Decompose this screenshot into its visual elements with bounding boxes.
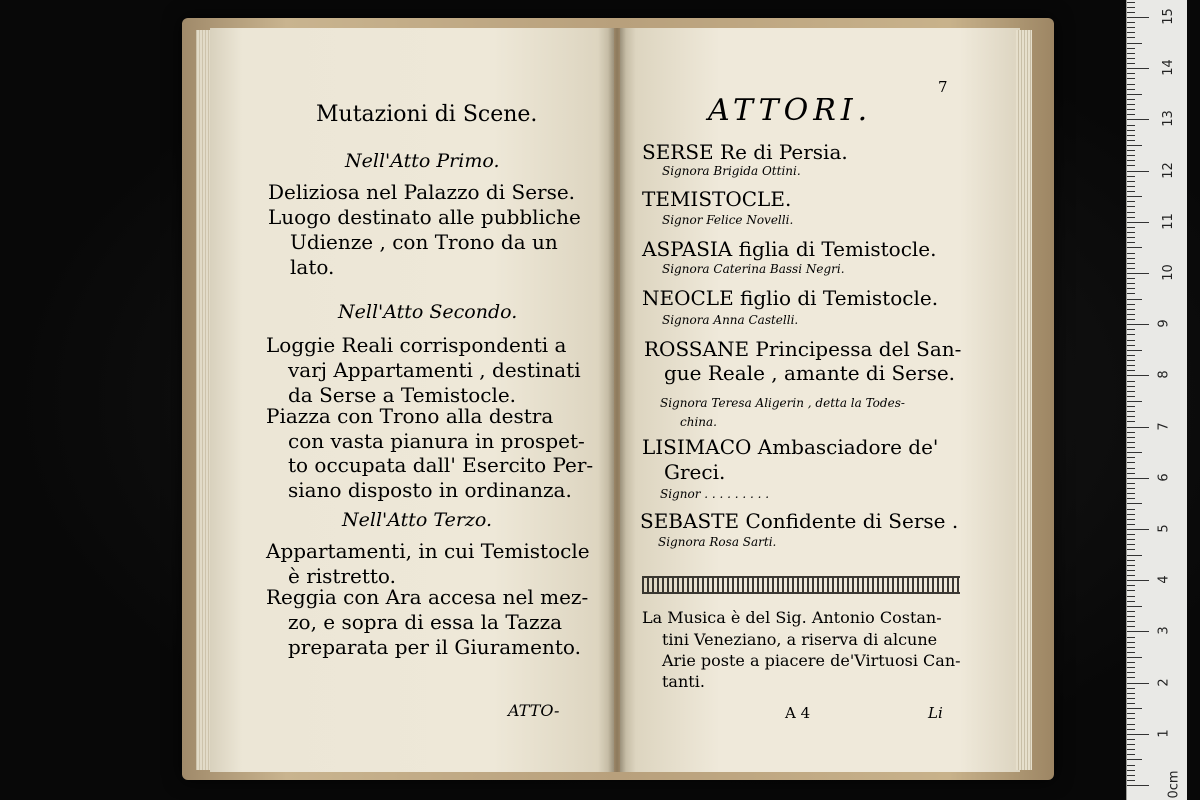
ruler-tick: [1127, 698, 1135, 699]
ruler-tick: [1127, 519, 1135, 520]
act1-line: Luogo destinato alle pubbliche: [268, 205, 581, 229]
ruler-tick: [1127, 125, 1135, 126]
ruler-tick: [1127, 565, 1135, 566]
act3-line: zo, e sopra di essa la Tazza: [288, 610, 563, 634]
ruler-tick: [1127, 48, 1135, 49]
book-gutter: [608, 28, 626, 772]
ruler-tick: [1127, 191, 1135, 192]
ruler-tick: [1127, 657, 1142, 658]
ruler-tick: [1127, 631, 1149, 632]
ruler-tick: [1127, 718, 1135, 719]
right-catchword: Li: [928, 704, 943, 722]
ruler-tick: [1127, 739, 1135, 740]
ruler-tick: [1127, 647, 1135, 648]
ruler-tick: [1127, 319, 1135, 320]
ruler-tick: [1127, 560, 1135, 561]
ruler-label: 6: [1156, 473, 1172, 482]
ruler-tick: [1127, 165, 1135, 166]
ruler-tick: [1127, 232, 1135, 233]
ruler-tick: [1127, 534, 1135, 535]
ruler-tick: [1127, 145, 1142, 146]
ruler-tick: [1127, 667, 1135, 668]
ruler-tick: [1127, 754, 1135, 755]
left-page-edges: [196, 30, 210, 770]
ruler-tick: [1127, 2, 1135, 3]
ruler-tick: [1127, 457, 1135, 458]
ruler-tick: [1127, 637, 1135, 638]
ruler-label: 3: [1156, 626, 1172, 636]
ruler-tick: [1127, 693, 1135, 694]
ruler-tick: [1127, 114, 1135, 115]
ruler-tick: [1127, 78, 1135, 79]
singer-name: Signor Felice Novelli.: [662, 213, 794, 227]
ruler-tick: [1127, 549, 1135, 550]
ruler-label: 13: [1160, 110, 1176, 128]
act3-line: Appartamenti, in cui Temistocle: [266, 539, 590, 563]
left-page-title: Mutazioni di Scene.: [316, 102, 538, 127]
ruler-tick: [1127, 729, 1135, 730]
ruler-tick: [1127, 32, 1135, 33]
ruler-tick: [1127, 396, 1135, 397]
ruler-label: 15: [1160, 8, 1176, 25]
ruler-tick: [1127, 544, 1135, 545]
ruler-tick: [1127, 416, 1135, 417]
ruler-tick: [1127, 708, 1142, 709]
ruler-label: 5: [1156, 524, 1172, 533]
ruler-tick: [1127, 293, 1135, 294]
ruler-tick: [1127, 406, 1135, 407]
ruler-tick: [1127, 570, 1135, 571]
ruler-tick: [1127, 68, 1149, 69]
ruler-tick: [1127, 713, 1135, 714]
ruler-tick: [1127, 539, 1135, 540]
ruler-tick: [1127, 304, 1135, 305]
ruler-label: 10: [1160, 264, 1176, 281]
ruler-tick: [1127, 109, 1135, 110]
ruler-tick: [1127, 104, 1135, 105]
ruler-tick: [1127, 212, 1135, 213]
ruler-tick: [1127, 596, 1135, 597]
ruler-tick: [1127, 498, 1135, 499]
ruler-tick: [1127, 247, 1142, 248]
ruler-tick: [1127, 360, 1135, 361]
act1-line: Deliziosa nel Palazzo di Serse.: [268, 180, 576, 204]
ruler-tick: [1127, 253, 1135, 254]
ruler-label: 4: [1156, 575, 1172, 584]
ruler-tick: [1127, 621, 1135, 622]
ruler-tick: [1127, 421, 1135, 422]
ruler-tick: [1127, 324, 1149, 325]
role-name: LISIMACO Ambasciadore de': [642, 435, 939, 459]
ruler-tick: [1127, 780, 1135, 781]
ruler-tick: [1127, 53, 1135, 54]
ruler-tick: [1127, 43, 1142, 44]
ruler-tick: [1127, 724, 1135, 725]
ruler-tick: [1127, 309, 1135, 310]
ruler-tick: [1127, 365, 1135, 366]
ruler-tick: [1127, 386, 1135, 387]
act3-heading: Nell'Atto Terzo.: [342, 509, 493, 531]
ruler-tick: [1127, 334, 1135, 335]
act2-heading: Nell'Atto Secondo.: [338, 301, 518, 323]
ruler-tick: [1127, 437, 1135, 438]
ruler-tick: [1127, 509, 1135, 510]
ruler-label: 8: [1156, 370, 1172, 380]
page-number: 7: [938, 78, 948, 96]
ruler-tick: [1127, 268, 1135, 269]
ruler-tick: [1127, 150, 1135, 151]
singer-name: Signora Brigida Ottini.: [662, 164, 801, 178]
ruler-tick: [1127, 176, 1135, 177]
ruler-tick: [1127, 524, 1135, 525]
ruler-tick: [1127, 288, 1135, 289]
ruler-tick: [1127, 452, 1142, 453]
ruler-label: 0cm: [1166, 770, 1182, 799]
ruler-tick: [1127, 73, 1135, 74]
ruler-tick: [1127, 442, 1135, 443]
ruler-tick: [1127, 468, 1135, 469]
ruler-tick: [1127, 785, 1149, 786]
ruler-tick: [1127, 775, 1135, 776]
ruler-tick: [1127, 258, 1135, 259]
ruler-tick: [1127, 759, 1142, 760]
ruler-tick: [1127, 616, 1135, 617]
singer-name: Signora Teresa Aligerin , detta la Todes-: [660, 396, 905, 410]
singer-name: Signora Anna Castelli.: [662, 313, 799, 327]
act2-line: Piazza con Trono alla destra: [266, 404, 554, 428]
ruler-tick: [1127, 37, 1135, 38]
role-name: ASPASIA figlia di Temistocle.: [642, 237, 937, 261]
right-page-edges: [1016, 30, 1032, 770]
ornament-border: [642, 576, 960, 594]
ruler-tick: [1127, 590, 1135, 591]
ruler-tick: [1127, 462, 1135, 463]
act2-line: con vasta pianura in prospet-: [288, 429, 585, 453]
act3-line: è ristretto.: [288, 564, 396, 588]
ruler-tick: [1127, 391, 1135, 392]
ruler-tick: [1127, 273, 1149, 274]
ruler-tick: [1127, 652, 1135, 653]
singer-name: Signora Rosa Sarti.: [658, 535, 777, 549]
ruler-tick: [1127, 375, 1149, 376]
ruler-tick: [1127, 84, 1135, 85]
ruler-tick: [1127, 119, 1149, 120]
ruler-label: 12: [1160, 161, 1176, 179]
ruler-tick: [1127, 662, 1135, 663]
act2-line: da Serse a Temistocle.: [288, 383, 517, 407]
ruler-tick: [1127, 89, 1135, 90]
ruler-tick: [1127, 677, 1135, 678]
ruler-tick: [1127, 611, 1135, 612]
ruler-tick: [1127, 27, 1135, 28]
ruler-tick: [1127, 99, 1135, 100]
ruler-tick: [1127, 17, 1149, 18]
ruler-tick: [1127, 575, 1135, 576]
ruler-tick: [1127, 503, 1142, 504]
ruler-tick: [1127, 171, 1149, 172]
ruler-label: 11: [1160, 213, 1176, 230]
ruler-tick: [1127, 744, 1135, 745]
act1-line: lato.: [290, 255, 335, 279]
ruler-label: 7: [1156, 421, 1172, 431]
ruler-label: 14: [1160, 59, 1176, 76]
role-name: SERSE Re di Persia.: [642, 140, 848, 164]
role-name: NEOCLE figlio di Temistocle.: [642, 286, 939, 310]
act2-line: Loggie Reali corrispondenti a: [266, 333, 567, 357]
ruler-tick: [1127, 22, 1135, 23]
ruler-tick: [1127, 130, 1135, 131]
act1-heading: Nell'Atto Primo.: [345, 150, 500, 172]
act2-line: varj Appartamenti , destinati: [288, 358, 581, 382]
ruler-tick: [1127, 514, 1135, 515]
role-name-continued: Greci.: [664, 460, 726, 484]
ruler-tick: [1127, 186, 1135, 187]
ruler-tick: [1127, 283, 1135, 284]
ruler-tick: [1127, 63, 1135, 64]
ruler-tick: [1127, 299, 1142, 300]
music-note-line: tanti.: [662, 672, 705, 691]
ruler-tick: [1127, 432, 1135, 433]
singer-name: Signora Caterina Bassi Negri.: [662, 262, 845, 276]
ruler-tick: [1127, 201, 1135, 202]
ruler-tick: [1127, 155, 1135, 156]
ruler-tick: [1127, 749, 1135, 750]
ruler-tick: [1127, 493, 1135, 494]
singer-name-continued: china.: [680, 415, 717, 429]
ruler-tick: [1127, 140, 1135, 141]
ruler-tick: [1127, 58, 1135, 59]
ruler-tick: [1127, 345, 1135, 346]
ruler-tick: [1127, 488, 1135, 489]
ruler-tick: [1127, 222, 1149, 223]
ruler-tick: [1127, 765, 1135, 766]
ruler-tick: [1127, 427, 1149, 428]
ruler-tick: [1127, 642, 1135, 643]
act3-line: preparata per il Giuramento.: [288, 635, 581, 659]
ruler-tick: [1127, 770, 1135, 771]
ruler-tick: [1127, 478, 1149, 479]
ruler-tick: [1127, 7, 1135, 8]
music-note-line: La Musica è del Sig. Antonio Costan-: [642, 608, 942, 627]
ruler-tick: [1127, 606, 1142, 607]
ruler-tick: [1127, 160, 1135, 161]
ruler-tick: [1127, 196, 1142, 197]
ruler-tick: [1127, 263, 1135, 264]
role-name: ROSSANE Principessa del San-: [644, 337, 962, 361]
ruler-tick: [1127, 329, 1135, 330]
role-name: SEBASTE Confidente di Serse .: [640, 509, 959, 533]
singer-name: Signor . . . . . . . . .: [660, 487, 770, 501]
ruler-tick: [1127, 381, 1135, 382]
ruler-tick: [1127, 135, 1135, 136]
ruler-tick: [1127, 227, 1135, 228]
ruler-tick: [1127, 555, 1142, 556]
ruler-label: 9: [1156, 319, 1172, 328]
ruler-tick: [1127, 473, 1135, 474]
ruler-tick: [1127, 278, 1135, 279]
ruler-label: 1: [1156, 729, 1172, 738]
ruler-tick: [1127, 314, 1135, 315]
act2-line: to occupata dall' Esercito Per-: [288, 453, 594, 477]
ruler-tick: [1127, 626, 1135, 627]
ruler-tick: [1127, 12, 1135, 13]
ruler-tick: [1127, 340, 1135, 341]
ruler-tick: [1127, 411, 1135, 412]
ruler-tick: [1127, 703, 1135, 704]
act1-line: Udienze , con Trono da un: [290, 230, 558, 254]
ruler-tick: [1127, 672, 1135, 673]
role-name-continued: gue Reale , amante di Serse.: [664, 361, 956, 385]
ruler-tick: [1127, 401, 1142, 402]
left-catchword: ATTO-: [508, 701, 560, 720]
ruler-tick: [1127, 370, 1135, 371]
ruler-tick: [1127, 94, 1142, 95]
measuring-ruler: [1126, 0, 1187, 800]
ruler-tick: [1127, 237, 1135, 238]
ruler-label: 2: [1156, 677, 1172, 687]
ruler-tick: [1127, 601, 1135, 602]
music-note-line: tini Veneziano, a riserva di alcune: [662, 630, 938, 649]
ruler-tick: [1127, 688, 1135, 689]
ruler-tick: [1127, 580, 1149, 581]
music-note-line: Arie poste a piacere de'Virtuosi Can-: [662, 651, 961, 670]
ruler-tick: [1127, 585, 1135, 586]
ruler-tick: [1127, 217, 1135, 218]
act2-line: siano disposto in ordinanza.: [288, 478, 572, 502]
ruler-tick: [1127, 181, 1135, 182]
ruler-tick: [1127, 355, 1135, 356]
right-page-title: ATTORI.: [708, 93, 873, 128]
ruler-tick: [1127, 447, 1135, 448]
ruler-tick: [1127, 242, 1135, 243]
act3-line: Reggia con Ara accesa nel mez-: [266, 585, 589, 609]
role-name: TEMISTOCLE.: [642, 187, 792, 211]
ruler-tick: [1127, 206, 1135, 207]
ruler-tick: [1127, 529, 1149, 530]
ruler-tick: [1127, 734, 1149, 735]
ruler-tick: [1127, 483, 1135, 484]
ruler-tick: [1127, 350, 1142, 351]
ruler-tick: [1127, 683, 1149, 684]
signature-mark: A 4: [785, 704, 811, 722]
